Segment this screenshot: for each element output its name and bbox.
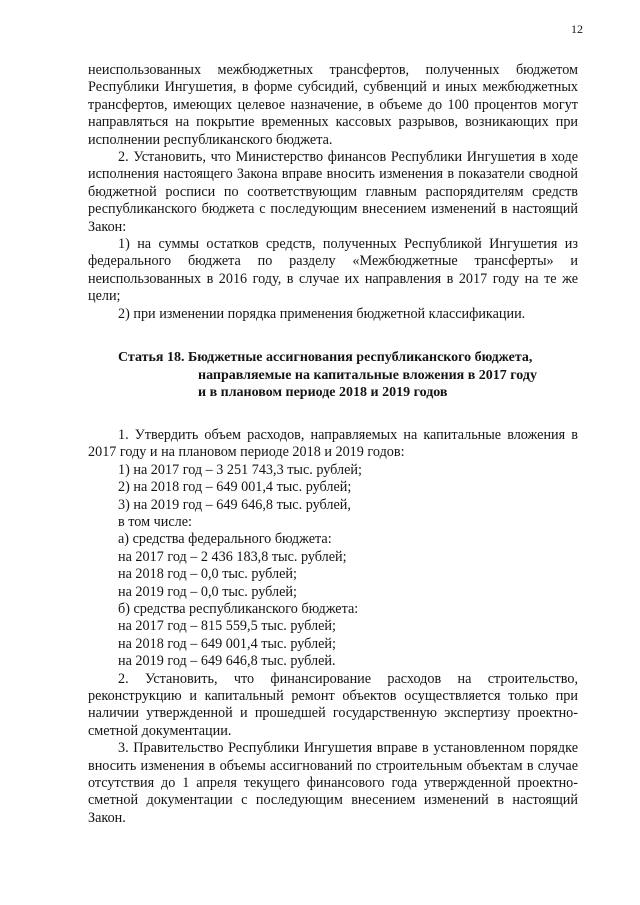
section-3-paragraph: 3. Правительство Республики Ингушетия вправе в установленном порядке вносить изменения в объемы ассигнований по строительным объектам в случае отсутствия до 1 апреля текущего финансового года утвержденной проектно-сметной документации с последующим внесением изменений в настоящий Закон. bbox=[88, 740, 578, 826]
section-1-intro: 1. Утвердить объем расходов, направляемых на капитальные вложения в 2017 году и на плановом периоде 2018 и 2019 годов: bbox=[88, 426, 578, 461]
top-paragraph: неиспользованных межбюджетных трансфертов, полученных бюджетом Республики Ингушетия, в форме субсидий, субвенций и иных межбюджетных трансфертов, имеющих целевое назначение, в объеме до 100 процентов могут направляться на покрытие временных кассовых разрывов, возникающих при исполнении республиканского бюджета. bbox=[88, 62, 578, 148]
item-2-sub-2: 2) при изменении порядка применения бюджетной классификации. bbox=[118, 305, 526, 322]
list-line: на 2018 год – 649 001,4 тыс. рублей; bbox=[118, 635, 336, 652]
page-number: 12 bbox=[571, 22, 583, 36]
article-heading-line-1: Статья 18. Бюджетные ассигнования республиканского бюджета, bbox=[118, 350, 533, 366]
article-18-heading bbox=[88, 349, 578, 402]
item-2-paragraph: 2. Установить, что Министерство финансов Республики Ингушетия в ходе исполнения настоящего Закона вправе вносить изменения в показатели сводной бюджетной росписи по соответствующим главным распорядителям средств республиканского бюджета с последующим внесением изменений в настоящий Закон: bbox=[88, 149, 578, 235]
document-body bbox=[88, 62, 578, 827]
list-line: а) средства федерального бюджета: bbox=[118, 531, 332, 548]
list-line: на 2019 год – 649 646,8 тыс. рублей. bbox=[118, 653, 336, 670]
list-line: 2) на 2018 год – 649 001,4 тыс. рублей; bbox=[118, 479, 352, 496]
list-line: на 2019 год – 0,0 тыс. рублей; bbox=[118, 583, 297, 600]
item-2-sub-1: 1) на суммы остатков средств, полученных Республикой Ингушетия из федерального бюджета по разделу «Межбюджетные трансферты» и неиспользованных в 2016 году, в случае их направления в 2017 году на те же цели; bbox=[88, 236, 578, 305]
section-2-paragraph: 2. Установить, что финансирование расходов на строительство, реконструкцию и капитальный ремонт объектов осуществляется только при наличии утвержденной и прошедшей государственную экспертизу проектно-сметной документации. bbox=[88, 670, 578, 739]
list-line: на 2018 год – 0,0 тыс. рублей; bbox=[118, 566, 297, 583]
list-line: 1) на 2017 год – 3 251 743,3 тыс. рублей; bbox=[118, 461, 362, 478]
list-line: на 2017 год – 2 436 183,8 тыс. рублей; bbox=[118, 548, 347, 565]
list-line: в том числе: bbox=[118, 513, 192, 530]
list-line: 3) на 2019 год – 649 646,8 тыс. рублей, bbox=[118, 496, 351, 513]
article-heading-line-3: и в плановом периоде 2018 и 2019 годов bbox=[198, 385, 448, 401]
list-line: б) средства республиканского бюджета: bbox=[118, 600, 359, 617]
list-line: на 2017 год – 815 559,5 тыс. рублей; bbox=[118, 618, 336, 635]
article-heading-line-2: направляемые на капитальные вложения в 2017 году bbox=[198, 367, 537, 383]
